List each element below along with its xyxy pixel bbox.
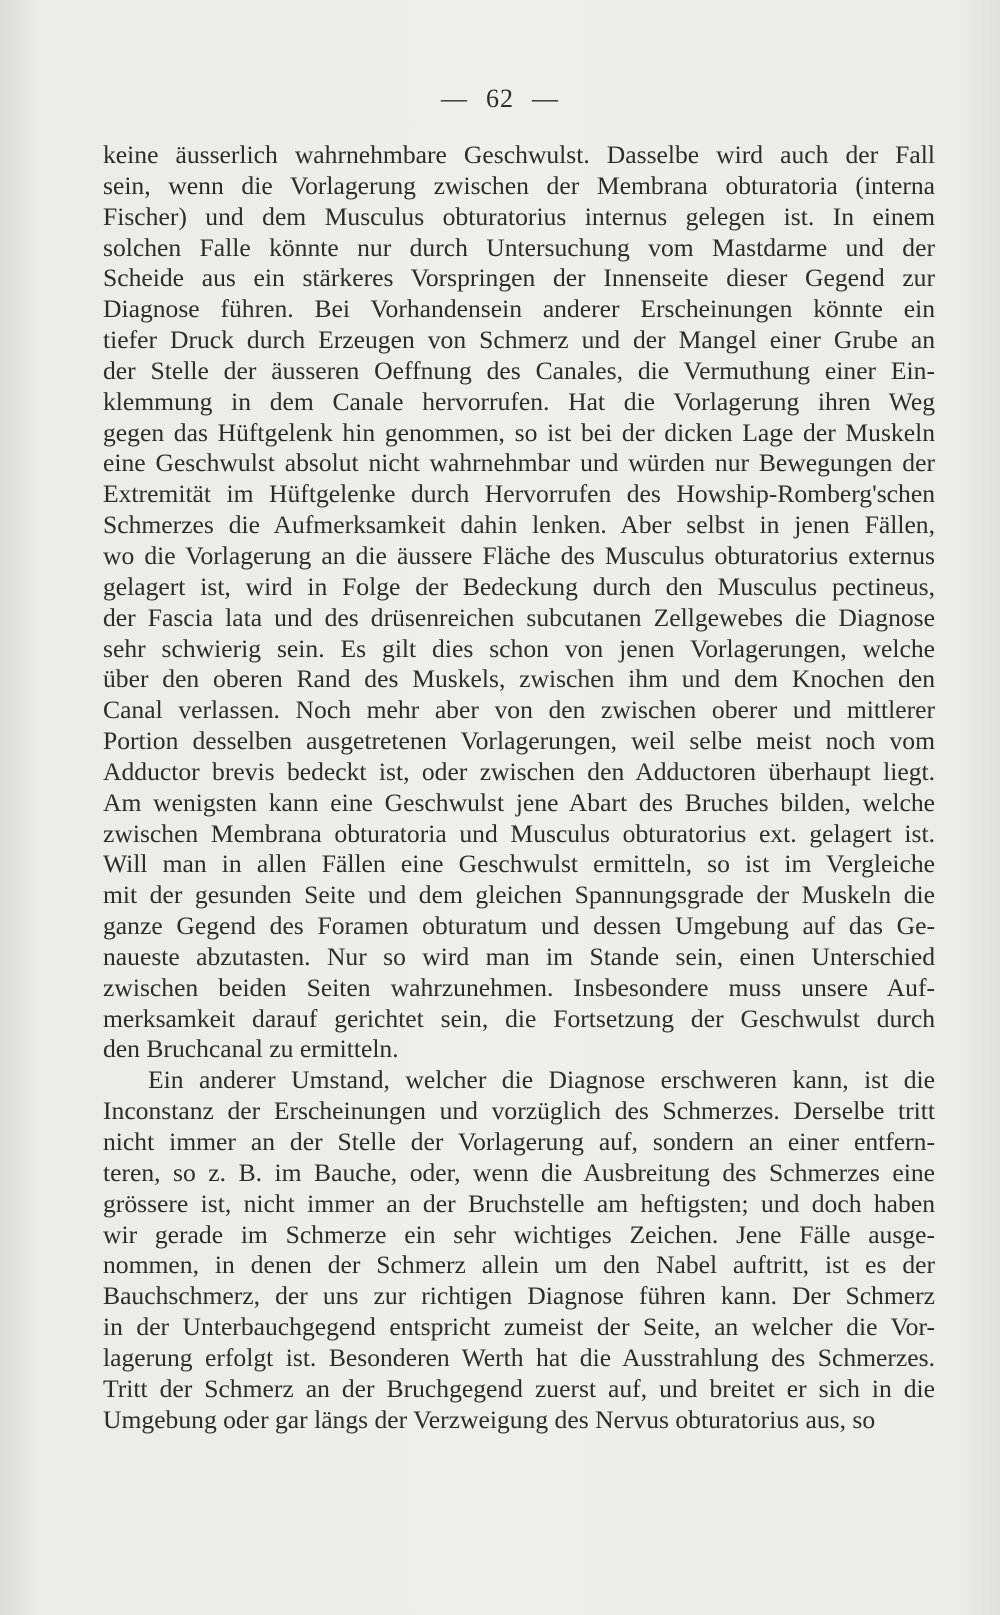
text-line: grössere ist, nicht immer an der Bruchstelle am heftigsten; und doch haben: [103, 1188, 935, 1218]
text-line: teren, so z. B. im Bauche, oder, wenn die Ausbreitung des Schmerzes eine: [103, 1157, 935, 1187]
text-line: Extremität im Hüftgelenke durch Hervorrufen des Howship-Romberg'schen: [103, 479, 935, 509]
text-line: gelagert ist, wird in Folge der Bedeckung durch den Musculus pectineus,: [103, 571, 935, 601]
text-line: Adductor brevis bedeckt ist, oder zwischen den Adductoren überhaupt liegt.: [103, 756, 935, 786]
text-line: Portion desselben ausgetretenen Vorlagerungen, weil selbe meist noch vom: [103, 726, 935, 756]
text-line: Inconstanz der Erscheinungen und vorzüglich des Schmerzes. Derselbe tritt: [103, 1096, 935, 1126]
body-text: [103, 140, 935, 1435]
text-line: keine äusserlich wahrnehmbare Geschwulst. Dasselbe wird auch der Fall: [103, 140, 935, 169]
text-line: zwischen beiden Seiten wahrzunehmen. Insbesondere muss unsere Auf-: [103, 972, 935, 1002]
text-line: den Bruchcanal zu ermitteln.: [103, 1034, 399, 1064]
text-line: Bauchschmerz, der uns zur richtigen Diagnose führen kann. Der Schmerz: [103, 1281, 935, 1311]
text-line: nicht immer an der Stelle der Vorlagerung auf, sondern an einer entfern-: [103, 1127, 935, 1156]
text-line: Diagnose führen. Bei Vorhandensein anderer Erscheinungen könnte ein: [103, 294, 935, 324]
text-line: ganze Gegend des Foramen obturatum und dessen Umgebung auf das Ge-: [103, 911, 935, 941]
text-line: Umgebung oder gar längs der Verzweigung des Nervus obturatorius aus, so: [103, 1404, 876, 1434]
paragraph: [103, 140, 935, 1065]
text-line: sehr schwierig sein. Es gilt dies schon von jenen Vorlagerungen, welche: [103, 633, 935, 663]
text-line: naueste abzutasten. Nur so wird man im Stande sein, einen Unterschied: [103, 941, 935, 971]
text-line: über den oberen Rand des Muskels, zwischen ihm und dem Knochen den: [103, 664, 935, 694]
text-line: gegen das Hüftgelenk hin genommen, so ist bei der dicken Lage der Muskeln: [103, 417, 935, 447]
text-line: Schmerzes die Aufmerksamkeit dahin lenken. Aber selbst in jenen Fällen,: [103, 510, 935, 540]
text-line: wir gerade im Schmerze ein sehr wichtiges Zeichen. Jene Fälle ausge-: [103, 1219, 935, 1249]
text-line: Ein anderer Umstand, welcher die Diagnose erschweren kann, ist die: [148, 1065, 935, 1095]
text-line: Fischer) und dem Musculus obturatorius internus gelegen ist. In einem: [103, 201, 935, 231]
text-line: solchen Falle könnte nur durch Untersuchung vom Mastdarme und der: [103, 232, 935, 262]
text-line: nommen, in denen der Schmerz allein um den Nabel auftritt, ist es der: [103, 1250, 935, 1280]
text-line: mit der gesunden Seite und dem gleichen Spannungsgrade der Muskeln die: [103, 880, 935, 910]
text-line: sein, wenn die Vorlagerung zwischen der Membrana obturatoria (interna: [103, 170, 935, 200]
header-dash-right: —: [532, 84, 559, 113]
page-header: [0, 84, 1000, 114]
text-line: tiefer Druck durch Erzeugen von Schmerz und der Mangel einer Grube an: [103, 325, 935, 355]
text-line: zwischen Membrana obturatoria und Musculus obturatorius ext. gelagert ist.: [103, 818, 935, 848]
text-line: merksamkeit darauf gerichtet sein, die Fortsetzung der Geschwulst durch: [103, 1003, 935, 1033]
text-line: in der Unterbauchgegend entspricht zumeist der Seite, an welcher die Vor-: [103, 1312, 935, 1342]
text-line: eine Geschwulst absolut nicht wahrnehmbar und würden nur Bewegungen der: [103, 448, 935, 478]
text-line: Canal verlassen. Noch mehr aber von den zwischen oberer und mittlerer: [103, 695, 935, 725]
text-line: der Fascia lata und des drüsenreichen subcutanen Zellgewebes die Diagnose: [103, 602, 935, 632]
text-line: Am wenigsten kann eine Geschwulst jene Abart des Bruches bilden, welche: [103, 787, 935, 817]
text-line: Tritt der Schmerz an der Bruchgegend zuerst auf, und breitet er sich in die: [103, 1373, 935, 1403]
text-line: Scheide aus ein stärkeres Vorspringen der Innenseite dieser Gegend zur: [103, 263, 935, 293]
page-number: 62: [486, 84, 514, 113]
text-line: der Stelle der äusseren Oeffnung des Canales, die Vermuthung einer Ein-: [103, 355, 935, 385]
paragraph: [103, 1065, 935, 1435]
text-line: Will man in allen Fällen eine Geschwulst ermitteln, so ist im Vergleiche: [103, 849, 935, 879]
text-line: lagerung erfolgt ist. Besonderen Werth hat die Ausstrahlung des Schmerzes.: [103, 1342, 935, 1372]
header-dash-left: —: [441, 84, 468, 113]
text-line: wo die Vorlagerung an die äussere Fläche des Musculus obturatorius externus: [103, 540, 935, 570]
text-line: klemmung in dem Canale hervorrufen. Hat die Vorlagerung ihren Weg: [103, 386, 935, 416]
